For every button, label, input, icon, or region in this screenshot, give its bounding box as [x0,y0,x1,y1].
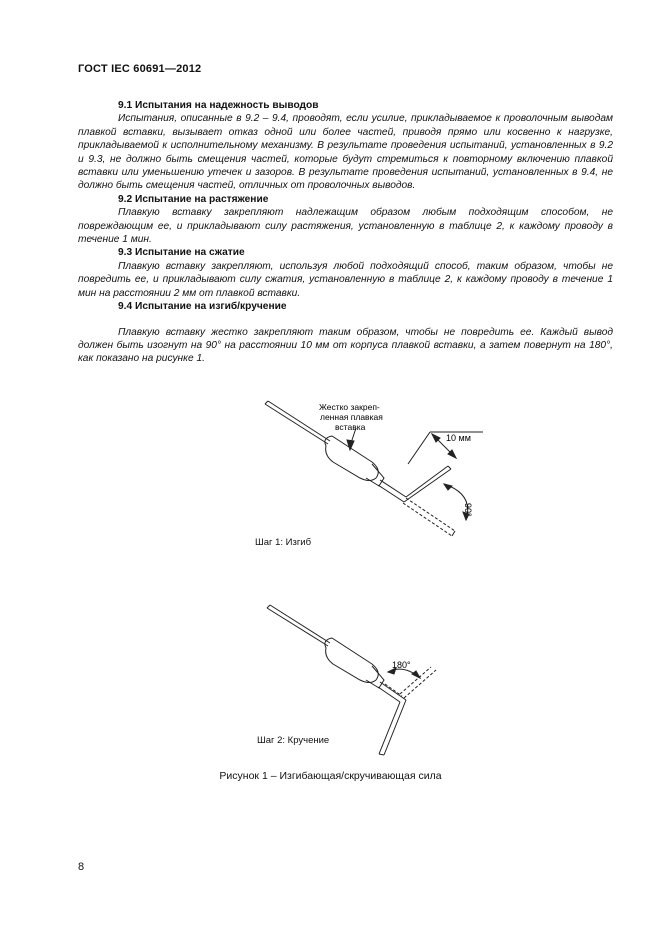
step1-right-taper [366,464,384,486]
section-paragraph-9-2: Плавкую вставку закрепляют надлежащим образом любым подходящим способом, не повреждающим ее, и прикладывают силу растяжения, установленную в таблице 2, к каждому проводу в течение 1 мин. [78,207,613,246]
section-paragraph-9-1: Испытания, описанные в 9.2 – 9.4, проводят, если усилие, прикладываемое к проволочным выводам плавкой вставки, вызывает отказ одной или более частей, приводя прямо или косвенно к нагрузке, прикладываемой к исполнительному механизму. В результате проведения испытаний, установленных в 9.2 и 9.3, не должно быть смещения частей, которые будут стремиться к повторному включению плавкой вставки или уменьшению утечек и зазоров. В результате проведения испытаний, установленных в 9.4, не должно быть смещения частей, отличных от проволочных выводов. [78,113,613,192]
document-header: ГОСТ IEC 60691—2012 [78,63,202,75]
step1-callout-text-2: ленная плавкая [320,412,383,422]
step1-dimension-label: 10 мм [446,433,471,443]
step2-angle-label: 180° [392,660,411,670]
section-title-9-1: 9.1 Испытания на надежность выводов [118,100,319,111]
step1-callout-text-1: Жестко закреп- [319,402,380,412]
step1-bent-lead [378,466,451,502]
step1-callout-text-3: вставка [335,422,366,432]
step2-right-taper [366,666,384,688]
step1-label: Шаг 1: Изгиб [255,537,312,548]
section-paragraph-9-4: Плавкую вставку жестко закрепляют таким образом, чтобы не повредить ее. Каждый вывод должен быть изогнут на 90° на расстоянии 10 мм от корпуса плавкой вставки, а затем повернут на 180°, как показано на рисунке 1. [78,326,613,365]
figure-caption: Рисунок 1 – Изгибающая/скручивающая сила [219,770,442,782]
step2-left-lead [267,605,330,646]
page-number: 8 [78,861,85,873]
section-title-9-2: 9.2 Испытание на растяжение [118,193,269,205]
section-title-9-4: 9.4 Испытание на изгиб/кручение [118,301,287,313]
section-paragraph-9-3: Плавкую вставку закрепляют, используя любой подходящий способ, таким образом, чтобы не повредить ее, и прикладывают силу сжатия, установленную в таблице 2, к каждому проводу в течение 1 мин на расстоянии 2 мм от плавкой вставки. [78,260,613,299]
section-title-9-3: 9.3 Испытание на сжатие [118,247,245,259]
step2-label: Шаг 2: Кручение [257,735,330,746]
step2-fuse-body [325,638,378,683]
step1-dashed-original [403,498,455,536]
step1-angle-label: 90° [463,503,473,517]
